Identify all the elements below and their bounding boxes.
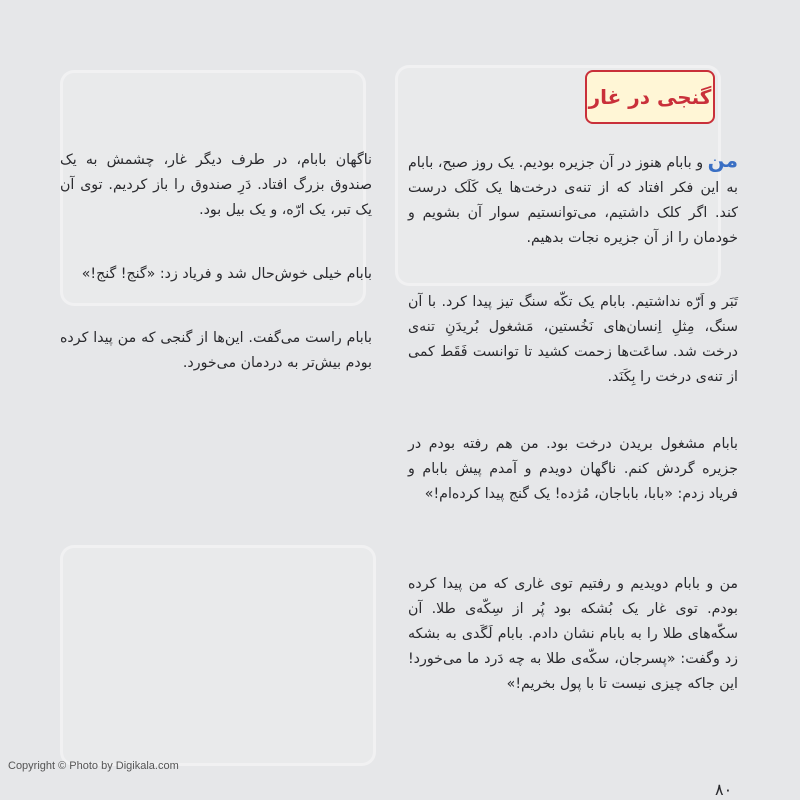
title-box [585, 70, 715, 124]
paragraph: تَبَر و اَرّه نداشتیم. بابام یک تکّه سنگ تیز پیدا کرد. با آن سنگ، مِثلِ اِنسان‌های نَخُستین، مَشغول بُریدَنِ تنه‌ی درخت شد. ساعَت‌ها زحمت کشید تا توانست فَقَط کمی از تنه‌ی درخت را بِکَنَد. [408, 294, 738, 385]
paragraph: من و بابام دویدیم و رفتیم توی غاری که من پیدا کرده بودم. توی غار یک بُشکه بود پُر از سِکّه‌ی طلا. آن سکّه‌های طلا را به بابام نشان دادم. بابام لَگَدی به بشکه زد وگفت: «پسرجان، سکّه‌ی طلا به چه دَرد ما می‌خورد! این جاکه چیزی نیست تا با پول بخریم!» [408, 576, 738, 692]
paragraph: بابام خیلی خوش‌حال شد و فریاد زد: «گنج! گنج!» [81, 266, 372, 282]
paragraph-text: و بابام هنوز در آن جزیره بودیم. یک روز صبح، بابام به این فکر افتاد که از تنه‌ی درخت‌ها یک کَلَک درست کند. اگر کلک داشتیم، می‌توانستیم سوار آن بشویم و خودمان را از آن جزیره نجات بدهیم. [408, 155, 738, 246]
page-number: ۸۰ [715, 780, 733, 799]
page-title: گنجی در غار [588, 85, 712, 109]
background-illustration [60, 545, 376, 766]
paragraph: ناگهان بابام، در طرف دیگر غار، چشمش به یک صندوق بزرگ افتاد. دَرِ صندوق را باز کردیم. توی آن یک تبر، یک ارّه، و یک بیل بود. [60, 152, 372, 218]
paragraph: بابام مشغول بریدن درخت بود. من هم رفته بودم در جزیره گردش کنم. ناگهان دویدم و آمدم پیش بابام و فریاد زدم: «بابا، باباجان، مُژده! یک گنج پیدا کرده‌ام!» [408, 436, 738, 502]
first-word: من [707, 148, 738, 172]
copyright-text: Copyright © Photo by Digikala.com [8, 760, 179, 772]
paragraph: بابام راست می‌گفت. این‌ها از گنجی که من پیدا کرده بودم بیش‌تر به دردمان می‌خورد. [60, 330, 372, 371]
paragraph [408, 148, 738, 251]
